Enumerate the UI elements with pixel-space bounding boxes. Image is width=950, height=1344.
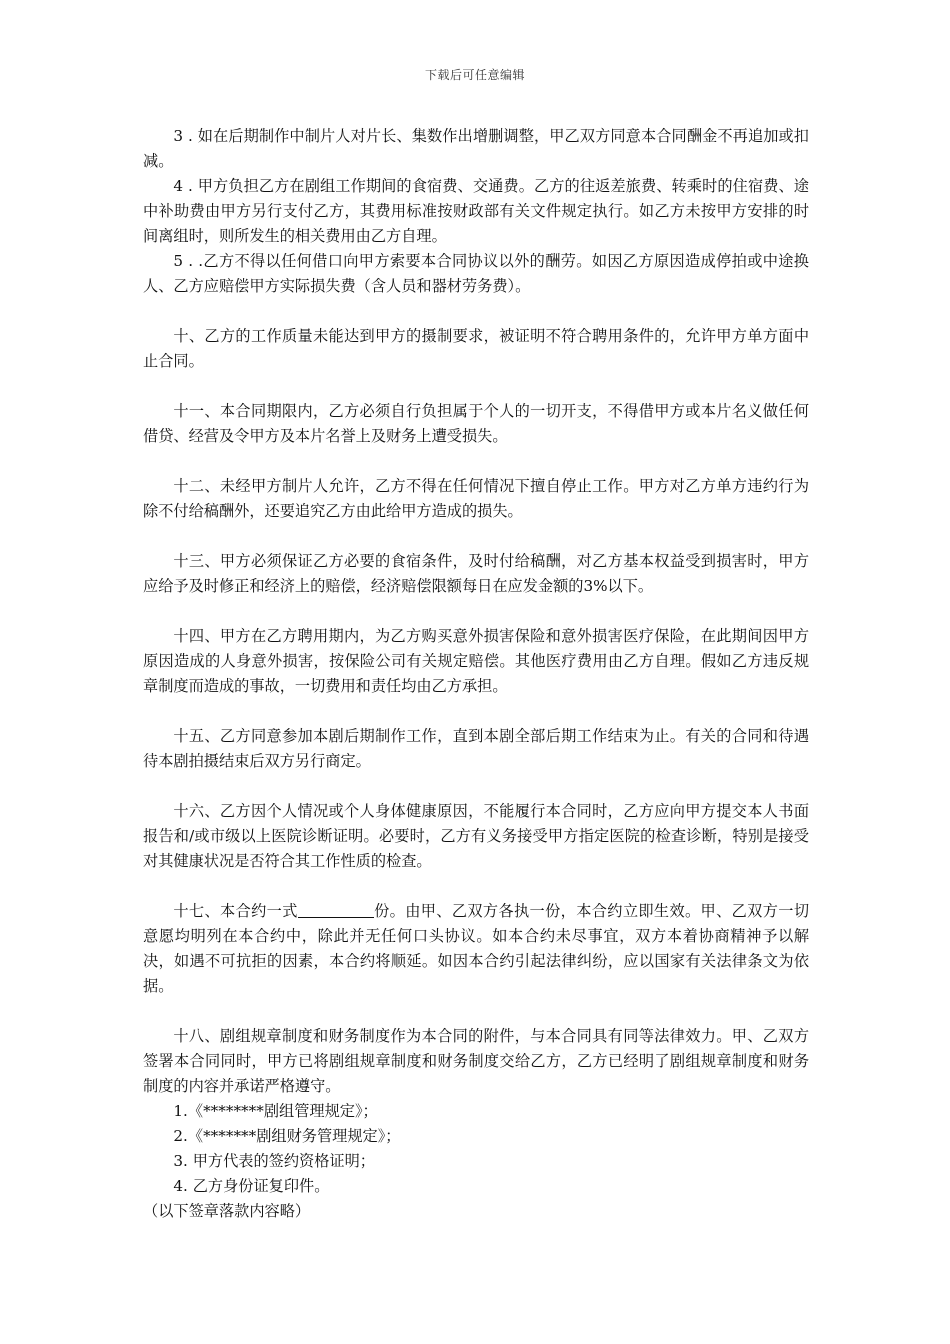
- clause-13: 十三、甲方必须保证乙方必要的食宿条件，及时付给稿酬，对乙方基本权益受到损害时，甲方应给予及时修正和经济上的赔偿，经济赔偿限额每日在应发金额的3%以下。: [143, 552, 809, 595]
- page-header: 下载后可任意编辑: [424, 68, 525, 82]
- clause-16: 十六、乙方因个人情况或个人身体健康原因，不能履行本合同时，乙方应向甲方提交本人书面报告和/或市级以上医院诊断证明。必要时，乙方有义务接受甲方指定医院的检查诊断，特别是接受对其健康状况是否符合其工作性质的检查。: [143, 802, 809, 870]
- clause-17-suffix: 份。由甲、乙双方各执一份，本合约立即生效。甲、乙双方一切意愿均明列在本合约中，除此并无任何口头协议。如本合约未尽事宜，双方本着协商精神予以解决，如遇不可抗拒的因素，本合约将顺延。如因本合约引起法律纠纷，应以国家有关法律条文为依据。: [143, 902, 810, 995]
- attachment-item: 4. 乙方身份证复印件。: [173, 1177, 330, 1195]
- paragraph-gap: [143, 774, 809, 799]
- paragraph-gap: [143, 449, 809, 474]
- clause-9-item-4: 4 . 甲方负担乙方在剧组工作期间的食宿费、交通费。乙方的往返差旅费、转乘时的住宿费、途中补助费由甲方另行支付乙方，其费用标准按财政部有关文件规定执行。如乙方未按甲方安排的时间离组时，则所发生的相关费用由乙方自理。: [143, 177, 809, 245]
- clause-10: 十、乙方的工作质量未能达到甲方的摄制要求，被证明不符合聘用条件的，允许甲方单方面中止合同。: [143, 327, 809, 370]
- paragraph-gap: [143, 374, 809, 399]
- paragraph-gap: [143, 999, 809, 1024]
- clause-18: 十八、剧组规章制度和财务制度作为本合同的附件，与本合同具有同等法律效力。甲、乙双方签署本合同同时，甲方已将剧组规章制度和财务制度交给乙方，乙方已经明了剧组规章制度和财务制度的内容并承诺严格遵守。: [143, 1027, 809, 1095]
- paragraph-gap: [143, 524, 809, 549]
- clause-11: 十一、本合同期限内，乙方必须自行负担属于个人的一切开支，不得借甲方或本片名义做任何借贷、经营及令甲方及本片名誉上及财务上遭受损失。: [143, 402, 809, 445]
- clause-15: 十五、乙方同意参加本剧后期制作工作，直到本剧全部后期工作结束为止。有关的合同和待遇待本剧拍摄结束后双方另行商定。: [143, 727, 809, 770]
- paragraph-gap: [143, 874, 809, 899]
- signature-omitted-note: （以下签章落款内容略）: [143, 1202, 311, 1220]
- clause-17: [143, 899, 809, 999]
- clause-9-item-3: 3 . 如在后期制作中制片人对片长、集数作出增删调整，甲乙双方同意本合同酬金不再追加或扣减。: [143, 127, 809, 170]
- paragraph-gap: [143, 299, 809, 324]
- contract-body: [143, 124, 809, 1224]
- attachment-item: 1.《********剧组管理规定》；: [173, 1102, 378, 1120]
- paragraph-gap: [143, 599, 809, 624]
- clause-17-prefix: 十七、本合约一式: [173, 902, 298, 920]
- attachment-item: 3. 甲方代表的签约资格证明；: [173, 1152, 375, 1170]
- attachment-item: 2.《*******剧组财务管理规定》；: [173, 1127, 401, 1145]
- clause-9-item-5: 5 . .乙方不得以任何借口向甲方索要本合同协议以外的酬劳。如因乙方原因造成停拍或中途换人、乙方应赔偿甲方实际损失费（含人员和器材劳务费）。: [143, 252, 809, 295]
- clause-14: 十四、甲方在乙方聘用期内，为乙方购买意外损害保险和意外损害医疗保险，在此期间因甲方原因造成的人身意外损害，按保险公司有关规定赔偿。其他医疗费用由乙方自理。假如乙方违反规章制度而造成的事故，一切费用和责任均由乙方承担。: [143, 627, 809, 695]
- copies-blank-underline: [298, 901, 374, 918]
- paragraph-gap: [143, 699, 809, 724]
- clause-12: 十二、未经甲方制片人允许，乙方不得在任何情况下擅自停止工作。甲方对乙方单方违约行为除不付给稿酬外，还要追究乙方由此给甲方造成的损失。: [143, 477, 809, 520]
